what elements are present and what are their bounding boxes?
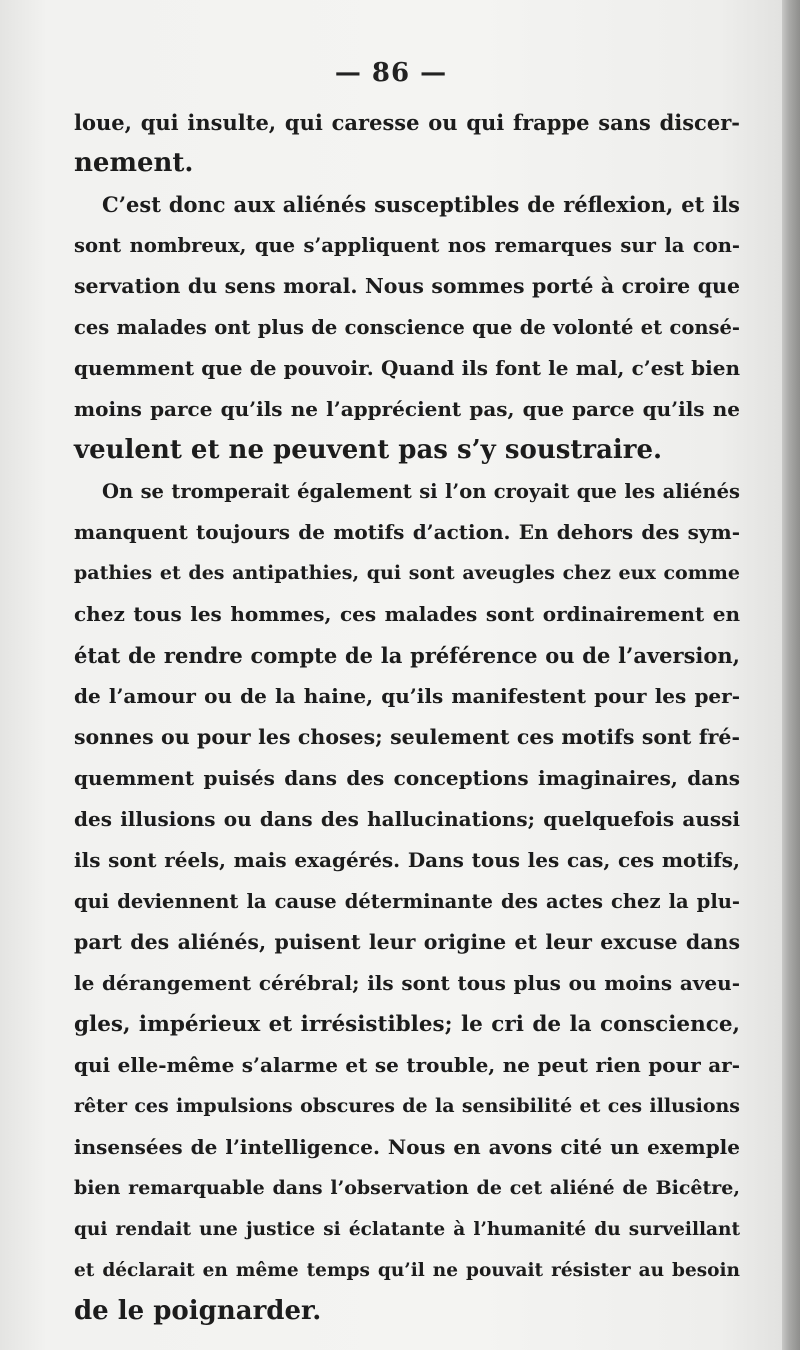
text-line: qui elle-même s’alarme et se trouble, ne peut rien pour ar- xyxy=(74,1053,740,1077)
text-line: et déclarait en même temps qu’il ne pouvait résister au besoin xyxy=(74,1260,740,1281)
text-line: moins parce qu’ils ne l’apprécient pas, que parce qu’ils ne xyxy=(74,397,740,421)
text-line: bien remarquable dans l’observation de cet aliéné de Bicêtre, xyxy=(74,1177,740,1199)
text-line: ces malades ont plus de conscience que de volonté et consé- xyxy=(74,316,740,339)
text-line: servation du sens moral. Nous sommes porté à croire que xyxy=(74,274,740,298)
page-binding-edge xyxy=(782,0,800,1350)
text-line: état de rendre compte de la préférence ou de l’aversion, xyxy=(74,643,740,668)
text-line: quemment puisés dans des conceptions imaginaires, dans xyxy=(74,766,740,790)
page-number: — 86 — xyxy=(334,58,448,88)
text-line: sonnes ou pour les choses; seulement ces motifs sont fré- xyxy=(74,725,740,749)
text-line: loue, qui insulte, qui caresse ou qui frappe sans discer- xyxy=(74,110,740,135)
text-line: qui rendait une justice si éclatante à l’humanité du surveillant xyxy=(74,1219,740,1240)
text-line: pathies et des antipathies, qui sont aveugles chez eux comme xyxy=(74,562,740,584)
text-line: sont nombreux, que s’appliquent nos remarques sur la con- xyxy=(74,234,740,257)
text-line: ils sont réels, mais exagérés. Dans tous les cas, ces motifs, xyxy=(74,848,740,872)
text-line: des illusions ou dans des hallucinations; quelquefois aussi xyxy=(74,807,740,831)
text-line: nement. xyxy=(74,148,194,178)
text-line: On se tromperait également si l’on croyait que les aliénés xyxy=(102,480,740,503)
text-line: veulent et ne peuvent pas s’y soustraire. xyxy=(74,435,663,465)
text-line: manquent toujours de motifs d’action. En dehors des sym- xyxy=(74,520,740,544)
text-line: qui deviennent la cause déterminante des actes chez la plu- xyxy=(74,890,740,913)
text-line: insensées de l’intelligence. Nous en avons cité un exemple xyxy=(74,1135,740,1159)
text-line: le dérangement cérébral; ils sont tous plus ou moins aveu- xyxy=(74,971,740,995)
text-line: quemment que de pouvoir. Quand ils font le mal, c’est bien xyxy=(74,356,740,380)
body-text xyxy=(74,102,740,1332)
text-line: de l’amour ou de la haine, qu’ils manifestent pour les per- xyxy=(74,684,740,708)
text-line: part des aliénés, puisent leur origine et leur excuse dans xyxy=(74,930,740,954)
text-line: rêter ces impulsions obscures de la sensibilité et ces illusions xyxy=(74,1095,740,1117)
text-line: de le poignarder. xyxy=(74,1296,322,1326)
text-line: C’est donc aux aliénés susceptibles de réflexion, et ils xyxy=(102,192,740,217)
text-line: gles, impérieux et irrésistibles; le cri de la conscience, xyxy=(74,1012,740,1037)
text-line: chez tous les hommes, ces malades sont ordinairement en xyxy=(74,602,740,626)
